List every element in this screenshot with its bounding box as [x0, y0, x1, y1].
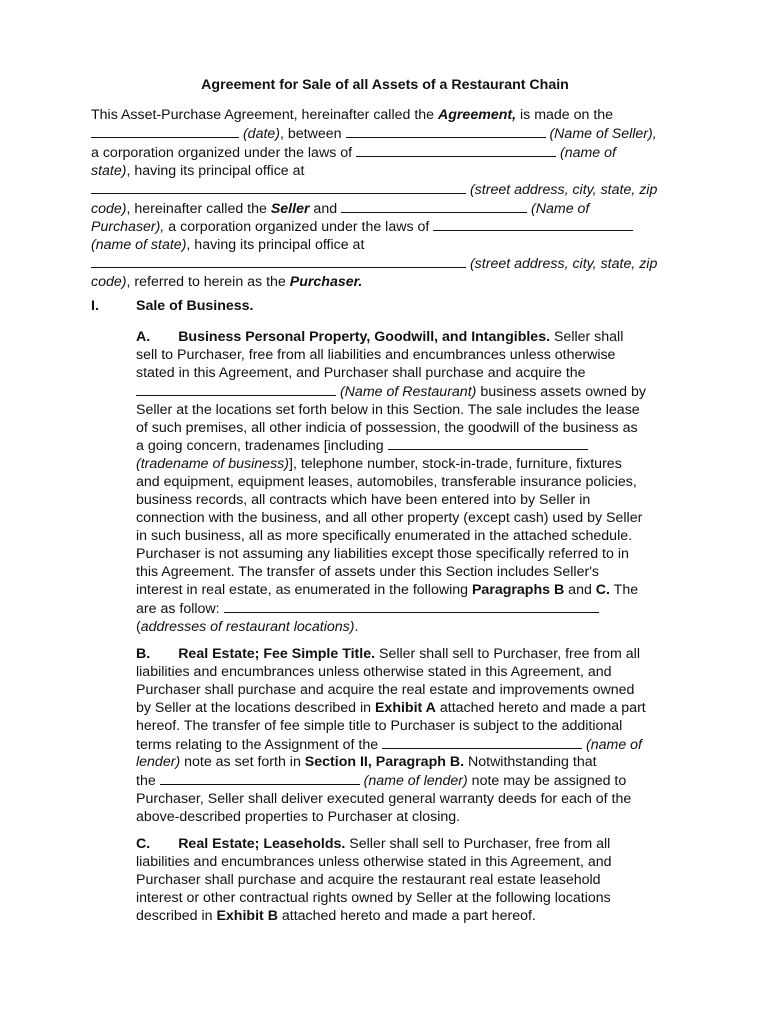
locations-blank[interactable]: [224, 600, 599, 613]
restaurant-name-blank[interactable]: [136, 383, 336, 396]
seller-address-blank[interactable]: [91, 181, 466, 194]
paragraph-line: interest or other contractual rights owned by Seller at the following locations: [136, 889, 611, 906]
lender-name-blank[interactable]: [382, 736, 582, 749]
paragraph-line: and equipment, equipment leases, automobiles, transferable insurance policies,: [136, 474, 637, 491]
section-heading: Sale of Business.: [136, 298, 254, 314]
intro-paragraph: [91, 107, 673, 292]
paragraph-b: [136, 646, 680, 827]
section-number: I.: [91, 298, 99, 314]
paragraph-line: described in Exhibit B attached hereto and made a part hereof.: [136, 907, 536, 924]
paragraph-line: liabilities and encumbrances unless otherwise stated in this Agreement, and: [136, 853, 612, 870]
paragraph-line: are as follow:: [136, 600, 670, 619]
paragraph-line: by Seller at the locations described in Exhibit A attached hereto and made a part: [136, 699, 646, 716]
paragraph-letter: B.: [136, 646, 151, 662]
paragraph-line: Purchaser shall purchase and acquire the real estate and improvements owned: [136, 681, 635, 698]
intro-line: a corporation organized under the laws of (name of: [91, 144, 616, 161]
paragraph-line: a going concern, tradenames [including: [136, 437, 670, 456]
intro-line: (street address, city, state, zip: [91, 255, 673, 274]
intro-line: Purchaser), a corporation organized under the laws of: [91, 218, 673, 237]
paragraph-line: interest in real estate, as enumerated in the following Paragraphs B and C. The: [136, 581, 639, 598]
purchaser-name-blank[interactable]: [341, 200, 527, 213]
intro-line: state), having its principal office at: [91, 162, 305, 179]
intro-line: code), hereinafter called the Seller and (Name of: [91, 200, 590, 217]
paragraph-line: terms relating to the Assignment of the (name of: [136, 736, 643, 753]
paragraph-a: [136, 329, 670, 636]
document-title: Agreement for Sale of all Assets of a Restaurant Chain: [201, 77, 569, 93]
lender-name-blank-2[interactable]: [160, 772, 360, 785]
paragraph-line: lender) note as set forth in Section II, Paragraph B. Notwithstanding that: [136, 754, 597, 771]
paragraph-line: this Agreement. The transfer of assets under this Section includes Seller's: [136, 563, 599, 580]
paragraph-line: C. Real Estate; Leaseholds. Seller shall sell to Purchaser, free from all: [136, 836, 611, 852]
paragraph-line: above-described properties to Purchaser at closing.: [136, 809, 461, 826]
paragraph-line: of such premises, all other indicia of possession, the goodwill of the business as: [136, 419, 638, 436]
date-blank[interactable]: [91, 125, 239, 138]
paragraph-heading: Business Personal Property, Goodwill, and Intangibles.: [178, 329, 551, 345]
paragraph-line: (Name of Restaurant) business assets owned by: [136, 383, 670, 402]
paragraph-line: B. Real Estate; Fee Simple Title. Seller shall sell to Purchaser, free from all: [136, 646, 640, 662]
intro-line: This Asset-Purchase Agreement, hereinafter called the Agreement, is made on the: [91, 107, 614, 123]
paragraph-line: business records, all contracts which have been entered into by Seller in: [136, 492, 591, 509]
paragraph-line: (addresses of restaurant locations).: [136, 618, 359, 635]
paragraph-letter: A.: [136, 329, 151, 345]
paragraph-line: sell to Purchaser, free from all liabilities and encumbrances unless otherwise: [136, 346, 616, 363]
paragraph-heading: Real Estate; Leaseholds.: [178, 836, 346, 852]
paragraph-letter: C.: [136, 836, 151, 852]
paragraph-line: (tradename of business)], telephone number, stock-in-trade, furniture, fixtures: [136, 456, 622, 473]
paragraph-line: in such business, all as more specifically enumerated in the attached schedule.: [136, 527, 633, 544]
purchaser-state-blank[interactable]: [433, 218, 633, 231]
tradename-blank[interactable]: [388, 437, 588, 450]
paragraph-line: the (name of lender) note may be assigned to: [136, 773, 627, 790]
paragraph-line: hereof. The transfer of fee simple title to Purchaser is subject to the additional: [136, 717, 623, 734]
paragraph-line: Purchaser is not assuming any liabilities except those specifically referred to in: [136, 545, 629, 562]
paragraph-line: Seller at the locations set forth below in this Section. The sale includes the lease: [136, 401, 640, 418]
paragraph-line: connection with the business, and all other property (except cash) used by Seller: [136, 510, 643, 527]
paragraph-line: Purchaser shall purchase and acquire the restaurant real estate leasehold: [136, 871, 601, 888]
purchaser-address-blank[interactable]: [91, 255, 466, 268]
paragraph-c: [136, 836, 646, 926]
intro-line: code), referred to herein as the Purchaser.: [91, 274, 363, 291]
paragraph-line: liabilities and encumbrances unless otherwise stated in this Agreement, and: [136, 663, 612, 680]
seller-state-blank[interactable]: [356, 144, 556, 157]
intro-line: (date), between (Name of Seller),: [91, 125, 673, 144]
paragraph-line: A. Business Personal Property, Goodwill, and Intangibles. Seller shall: [136, 329, 624, 345]
paragraph-heading: Real Estate; Fee Simple Title.: [178, 646, 376, 662]
seller-name-blank[interactable]: [346, 125, 546, 138]
paragraph-line: stated in this Agreement, and Purchaser shall purchase and acquire the: [136, 364, 586, 381]
intro-line: (name of state), having its principal office at: [91, 237, 365, 254]
paragraph-line: Purchaser, Seller shall deliver executed general warranty deeds for each of the: [136, 791, 632, 808]
intro-line: (street address, city, state, zip: [91, 181, 673, 200]
